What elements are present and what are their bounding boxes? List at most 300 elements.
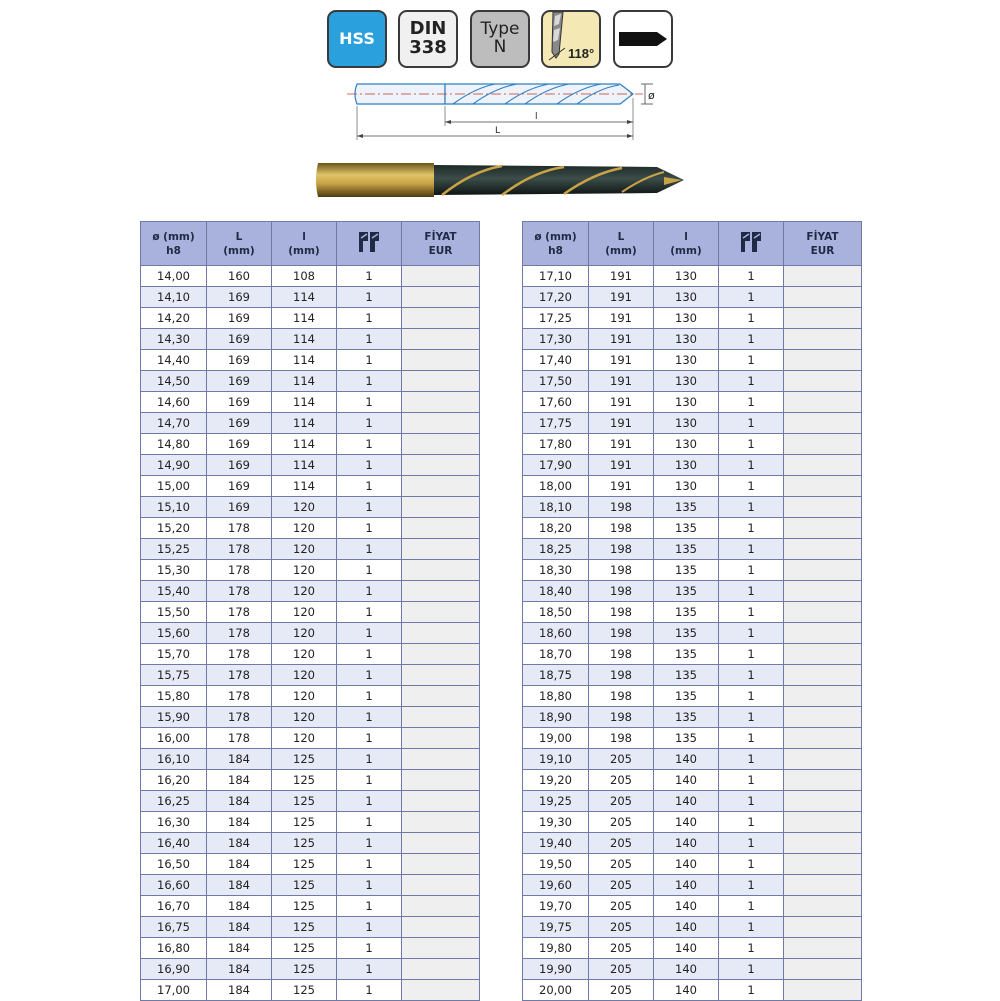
diameter-cell: 19,80	[523, 938, 589, 959]
total-length-cell: 184	[207, 770, 272, 791]
flute-length-cell: 135	[654, 602, 719, 623]
price-cell	[402, 434, 480, 455]
flute-length-cell: 135	[654, 581, 719, 602]
total-length-cell: 205	[589, 959, 654, 980]
flute-length-cell: 120	[272, 560, 337, 581]
diameter-cell: 19,75	[523, 917, 589, 938]
flute-length-cell: 114	[272, 476, 337, 497]
diameter-cell: 14,40	[141, 350, 207, 371]
total-length-cell: 184	[207, 854, 272, 875]
table-row	[141, 686, 480, 707]
package-quantity-cell: 1	[719, 770, 784, 791]
diameter-cell: 16,90	[141, 959, 207, 980]
package-quantity-cell: 1	[337, 497, 402, 518]
table-row	[523, 371, 862, 392]
table-row	[523, 455, 862, 476]
total-length-cell: 169	[207, 350, 272, 371]
price-cell	[402, 896, 480, 917]
flute-length-cell: 120	[272, 497, 337, 518]
package-quantity-cell: 1	[719, 371, 784, 392]
package-quantity-cell: 1	[337, 350, 402, 371]
total-length-cell: 205	[589, 917, 654, 938]
total-length-cell: 184	[207, 938, 272, 959]
diameter-cell: 14,70	[141, 413, 207, 434]
package-quantity-cell: 1	[719, 749, 784, 770]
flute-length-cell: 125	[272, 749, 337, 770]
total-length-cell: 178	[207, 707, 272, 728]
table-row	[523, 812, 862, 833]
total-length-cell: 184	[207, 749, 272, 770]
table-row	[141, 560, 480, 581]
table-row	[141, 497, 480, 518]
price-cell	[402, 770, 480, 791]
price-cell	[784, 938, 862, 959]
table-row	[523, 959, 862, 980]
total-length-cell: 184	[207, 917, 272, 938]
total-length-cell: 169	[207, 371, 272, 392]
table-row	[523, 476, 862, 497]
table-row	[141, 812, 480, 833]
package-quantity-cell: 1	[719, 455, 784, 476]
total-length-cell: 178	[207, 518, 272, 539]
flute-length-cell: 114	[272, 329, 337, 350]
table-header-row	[523, 222, 862, 266]
package-quantity-cell: 1	[719, 413, 784, 434]
package-quantity-cell: 1	[719, 791, 784, 812]
total-length-cell: 191	[589, 308, 654, 329]
package-quantity-cell: 1	[337, 329, 402, 350]
package-quantity-cell: 1	[337, 854, 402, 875]
package-quantity-cell: 1	[719, 728, 784, 749]
diameter-cell: 15,20	[141, 518, 207, 539]
table-body-right	[523, 266, 862, 1001]
flute-length-cell: 130	[654, 476, 719, 497]
table-row	[523, 329, 862, 350]
diameter-cell: 18,20	[523, 518, 589, 539]
total-length-cell: 198	[589, 602, 654, 623]
flute-length-cell: 135	[654, 665, 719, 686]
package-quantity-cell: 1	[337, 665, 402, 686]
flute-length-cell: 125	[272, 854, 337, 875]
flute-length-label: l	[535, 112, 538, 122]
total-length-cell: 205	[589, 812, 654, 833]
table-row	[141, 875, 480, 896]
price-cell	[784, 896, 862, 917]
diameter-cell: 20,00	[523, 980, 589, 1001]
table-row	[523, 539, 862, 560]
flute-length-cell: 125	[272, 875, 337, 896]
flute-length-cell: 135	[654, 707, 719, 728]
table-row	[141, 791, 480, 812]
total-length-cell: 198	[589, 665, 654, 686]
package-quantity-header	[337, 222, 402, 266]
price-cell	[784, 518, 862, 539]
flute-length-cell: 114	[272, 434, 337, 455]
flute-length-cell: 140	[654, 917, 719, 938]
total-length-cell: 191	[589, 350, 654, 371]
table-row	[523, 266, 862, 287]
price-cell	[402, 560, 480, 581]
flute-length-cell: 135	[654, 728, 719, 749]
total-length-header	[589, 222, 654, 266]
price-cell	[784, 980, 862, 1001]
total-length-cell: 198	[589, 539, 654, 560]
price-cell	[784, 875, 862, 896]
price-cell	[402, 959, 480, 980]
diameter-cell: 19,90	[523, 959, 589, 980]
price-cell	[402, 602, 480, 623]
total-length-cell: 169	[207, 413, 272, 434]
flute-length-cell: 140	[654, 749, 719, 770]
diameter-cell: 18,25	[523, 539, 589, 560]
flute-length-cell: 135	[654, 518, 719, 539]
table-row	[523, 770, 862, 791]
diameter-cell: 19,70	[523, 896, 589, 917]
package-quantity-cell: 1	[337, 560, 402, 581]
flute-length-cell: 114	[272, 371, 337, 392]
diameter-cell: 14,30	[141, 329, 207, 350]
diameter-cell: 17,90	[523, 455, 589, 476]
price-cell	[784, 287, 862, 308]
drill-bit-photo	[312, 155, 692, 205]
diameter-cell: 18,30	[523, 560, 589, 581]
flute-length-cell: 135	[654, 539, 719, 560]
table-row	[523, 665, 862, 686]
package-quantity-cell: 1	[719, 665, 784, 686]
price-cell	[402, 413, 480, 434]
flute-length-cell: 130	[654, 413, 719, 434]
diameter-cell: 17,25	[523, 308, 589, 329]
total-length-cell: 191	[589, 413, 654, 434]
diameter-cell: 19,60	[523, 875, 589, 896]
diameter-header	[141, 222, 207, 266]
price-cell	[402, 854, 480, 875]
flute-length-cell: 120	[272, 581, 337, 602]
diameter-cell: 15,50	[141, 602, 207, 623]
price-cell	[784, 812, 862, 833]
flute-length-cell: 130	[654, 266, 719, 287]
price-header-label: FİYAT	[424, 230, 457, 243]
price-cell	[784, 392, 862, 413]
price-cell	[784, 623, 862, 644]
din-number: 338	[409, 37, 447, 58]
price-cell	[402, 707, 480, 728]
diameter-cell: 15,90	[141, 707, 207, 728]
diameter-cell: 14,00	[141, 266, 207, 287]
table-row	[141, 602, 480, 623]
total-length-cell: 169	[207, 329, 272, 350]
flute-length-cell: 125	[272, 896, 337, 917]
price-cell	[402, 266, 480, 287]
diameter-cell: 18,10	[523, 497, 589, 518]
price-cell	[402, 791, 480, 812]
price-cell	[402, 833, 480, 854]
price-cell	[784, 665, 862, 686]
price-cell	[784, 329, 862, 350]
flute-length-cell: 120	[272, 602, 337, 623]
total-length-cell: 191	[589, 392, 654, 413]
price-cell	[402, 455, 480, 476]
total-length-cell: 184	[207, 812, 272, 833]
table-row	[523, 350, 862, 371]
flute-length-cell: 140	[654, 875, 719, 896]
table-row	[141, 581, 480, 602]
flute-length-cell: 135	[654, 686, 719, 707]
flute-length-cell: 130	[654, 350, 719, 371]
type-value: N	[493, 37, 507, 57]
table-row	[523, 602, 862, 623]
flute-length-cell: 130	[654, 455, 719, 476]
diameter-cell: 19,40	[523, 833, 589, 854]
flute-length-cell: 140	[654, 812, 719, 833]
total-length-cell: 169	[207, 497, 272, 518]
diameter-cell: 15,40	[141, 581, 207, 602]
total-length-cell: 198	[589, 623, 654, 644]
diameter-cell: 14,90	[141, 455, 207, 476]
price-cell	[402, 749, 480, 770]
price-header	[402, 222, 480, 266]
flute-length-cell: 114	[272, 413, 337, 434]
table-row	[141, 980, 480, 1001]
total-length-cell: 184	[207, 959, 272, 980]
table-row	[141, 749, 480, 770]
package-quantity-cell: 1	[337, 434, 402, 455]
package-quantity-cell: 1	[337, 959, 402, 980]
package-quantity-cell: 1	[337, 581, 402, 602]
total-length-cell: 184	[207, 896, 272, 917]
price-cell	[402, 392, 480, 413]
table-row	[523, 875, 862, 896]
total-length-cell: 191	[589, 287, 654, 308]
package-quantity-cell: 1	[337, 833, 402, 854]
table-row	[523, 434, 862, 455]
table-row	[141, 959, 480, 980]
table-row	[141, 392, 480, 413]
price-cell	[784, 749, 862, 770]
type-label: Type	[480, 19, 520, 40]
diameter-cell: 14,60	[141, 392, 207, 413]
table-row	[141, 518, 480, 539]
total-length-cell: 184	[207, 980, 272, 1001]
diameter-cell: 16,10	[141, 749, 207, 770]
total-length-cell: 178	[207, 560, 272, 581]
price-cell	[402, 686, 480, 707]
price-cell	[784, 917, 862, 938]
din-label: DIN	[409, 18, 447, 40]
table-row	[523, 287, 862, 308]
diameter-cell: 14,50	[141, 371, 207, 392]
flute-length-cell: 125	[272, 833, 337, 854]
shank-type-badge	[613, 10, 673, 68]
total-length-cell: 169	[207, 308, 272, 329]
diameter-cell: 15,00	[141, 476, 207, 497]
total-length-cell: 191	[589, 266, 654, 287]
price-cell	[402, 329, 480, 350]
flute-length-cell: 125	[272, 812, 337, 833]
price-cell	[784, 707, 862, 728]
price-cell	[784, 350, 862, 371]
package-quantity-cell: 1	[337, 875, 402, 896]
package-quantity-cell: 1	[337, 938, 402, 959]
price-header	[784, 222, 862, 266]
price-cell	[784, 497, 862, 518]
package-quantity-cell: 1	[719, 497, 784, 518]
flute-length-cell: 114	[272, 308, 337, 329]
din-standard-badge	[398, 10, 458, 68]
package-quantity-cell: 1	[337, 413, 402, 434]
diameter-cell: 18,60	[523, 623, 589, 644]
table-row	[141, 539, 480, 560]
price-cell	[402, 476, 480, 497]
table-row	[141, 770, 480, 791]
package-quantity-cell: 1	[337, 770, 402, 791]
diameter-cell: 16,20	[141, 770, 207, 791]
price-cell	[784, 371, 862, 392]
package-quantity-cell: 1	[719, 854, 784, 875]
table-row	[141, 329, 480, 350]
price-cell	[784, 728, 862, 749]
diameter-cell: 15,25	[141, 539, 207, 560]
flute-length-cell: 140	[654, 770, 719, 791]
total-length-cell: 205	[589, 770, 654, 791]
diameter-cell: 17,30	[523, 329, 589, 350]
table-row	[141, 854, 480, 875]
total-length-cell: 198	[589, 497, 654, 518]
diameter-cell: 19,30	[523, 812, 589, 833]
total-length-unit: (mm)	[605, 244, 637, 257]
flute-length-cell: 108	[272, 266, 337, 287]
package-quantity-cell: 1	[719, 833, 784, 854]
flute-length-unit: (mm)	[288, 244, 320, 257]
package-quantity-cell: 1	[337, 308, 402, 329]
flute-length-cell: 114	[272, 287, 337, 308]
package-quantity-cell: 1	[719, 560, 784, 581]
price-cell	[784, 791, 862, 812]
price-cell	[784, 539, 862, 560]
flute-length-cell: 125	[272, 959, 337, 980]
table-row	[141, 707, 480, 728]
currency-label: EUR	[810, 244, 835, 257]
total-length-cell: 198	[589, 644, 654, 665]
table-row	[523, 917, 862, 938]
diameter-cell: 14,10	[141, 287, 207, 308]
diameter-cell: 15,80	[141, 686, 207, 707]
price-cell	[402, 728, 480, 749]
total-length-cell: 205	[589, 875, 654, 896]
total-length-cell: 198	[589, 518, 654, 539]
package-quantity-cell: 1	[337, 623, 402, 644]
package-quantity-cell: 1	[719, 434, 784, 455]
package-quantity-cell: 1	[719, 686, 784, 707]
package-quantity-cell: 1	[719, 896, 784, 917]
diameter-cell: 16,70	[141, 896, 207, 917]
package-quantity-cell: 1	[337, 917, 402, 938]
package-quantity-cell: 1	[719, 350, 784, 371]
diameter-cell: 19,10	[523, 749, 589, 770]
flute-length-cell: 125	[272, 791, 337, 812]
package-quantity-cell: 1	[719, 917, 784, 938]
diameter-cell: 15,60	[141, 623, 207, 644]
flute-length-cell: 130	[654, 392, 719, 413]
diameter-cell: 18,75	[523, 665, 589, 686]
diameter-cell: 17,75	[523, 413, 589, 434]
diameter-cell: 16,00	[141, 728, 207, 749]
flute-length-header	[272, 222, 337, 266]
total-length-label: L	[495, 126, 501, 136]
price-cell	[402, 665, 480, 686]
price-cell	[784, 602, 862, 623]
package-quantity-cell: 1	[337, 266, 402, 287]
package-quantity-cell: 1	[719, 518, 784, 539]
price-cell	[402, 518, 480, 539]
price-cell	[784, 308, 862, 329]
flute-length-cell: 130	[654, 371, 719, 392]
total-length-cell: 205	[589, 749, 654, 770]
diameter-cell: 17,40	[523, 350, 589, 371]
price-cell	[402, 917, 480, 938]
price-cell	[402, 539, 480, 560]
flute-length-cell: 135	[654, 497, 719, 518]
table-row	[141, 917, 480, 938]
table-row	[523, 581, 862, 602]
diameter-cell: 19,25	[523, 791, 589, 812]
diameter-cell: 15,70	[141, 644, 207, 665]
package-quantity-cell: 1	[719, 812, 784, 833]
package-quantity-cell: 1	[719, 308, 784, 329]
diameter-cell: 17,50	[523, 371, 589, 392]
flute-length-cell: 130	[654, 308, 719, 329]
total-length-header-label: L	[235, 230, 243, 243]
total-length-cell: 184	[207, 875, 272, 896]
price-cell	[784, 455, 862, 476]
total-length-cell: 205	[589, 896, 654, 917]
package-quantity-cell: 1	[719, 707, 784, 728]
table-row	[523, 497, 862, 518]
diameter-cell: 15,10	[141, 497, 207, 518]
table-row	[523, 707, 862, 728]
cylindrical-shank-icon	[617, 24, 669, 54]
table-row	[523, 938, 862, 959]
total-length-unit: (mm)	[223, 244, 255, 257]
price-cell	[784, 854, 862, 875]
total-length-cell: 205	[589, 938, 654, 959]
package-quantity-cell: 1	[337, 980, 402, 1001]
flute-length-unit: (mm)	[670, 244, 702, 257]
package-quantity-cell: 1	[337, 602, 402, 623]
flute-length-cell: 120	[272, 707, 337, 728]
total-length-cell: 178	[207, 728, 272, 749]
table-row	[141, 665, 480, 686]
flute-length-cell: 140	[654, 833, 719, 854]
price-cell	[402, 497, 480, 518]
price-cell	[784, 833, 862, 854]
table-row	[141, 938, 480, 959]
total-length-cell: 191	[589, 434, 654, 455]
package-quantity-icon	[358, 230, 380, 254]
flute-length-cell: 140	[654, 938, 719, 959]
total-length-cell: 198	[589, 728, 654, 749]
drill-size-table-right	[522, 221, 862, 1001]
diameter-cell: 17,20	[523, 287, 589, 308]
package-quantity-cell: 1	[337, 644, 402, 665]
flute-length-cell: 120	[272, 728, 337, 749]
price-cell	[784, 413, 862, 434]
flute-length-cell: 130	[654, 287, 719, 308]
tolerance-label: h8	[166, 244, 181, 257]
diameter-cell: 17,60	[523, 392, 589, 413]
flute-length-cell: 130	[654, 434, 719, 455]
diameter-cell: 16,75	[141, 917, 207, 938]
